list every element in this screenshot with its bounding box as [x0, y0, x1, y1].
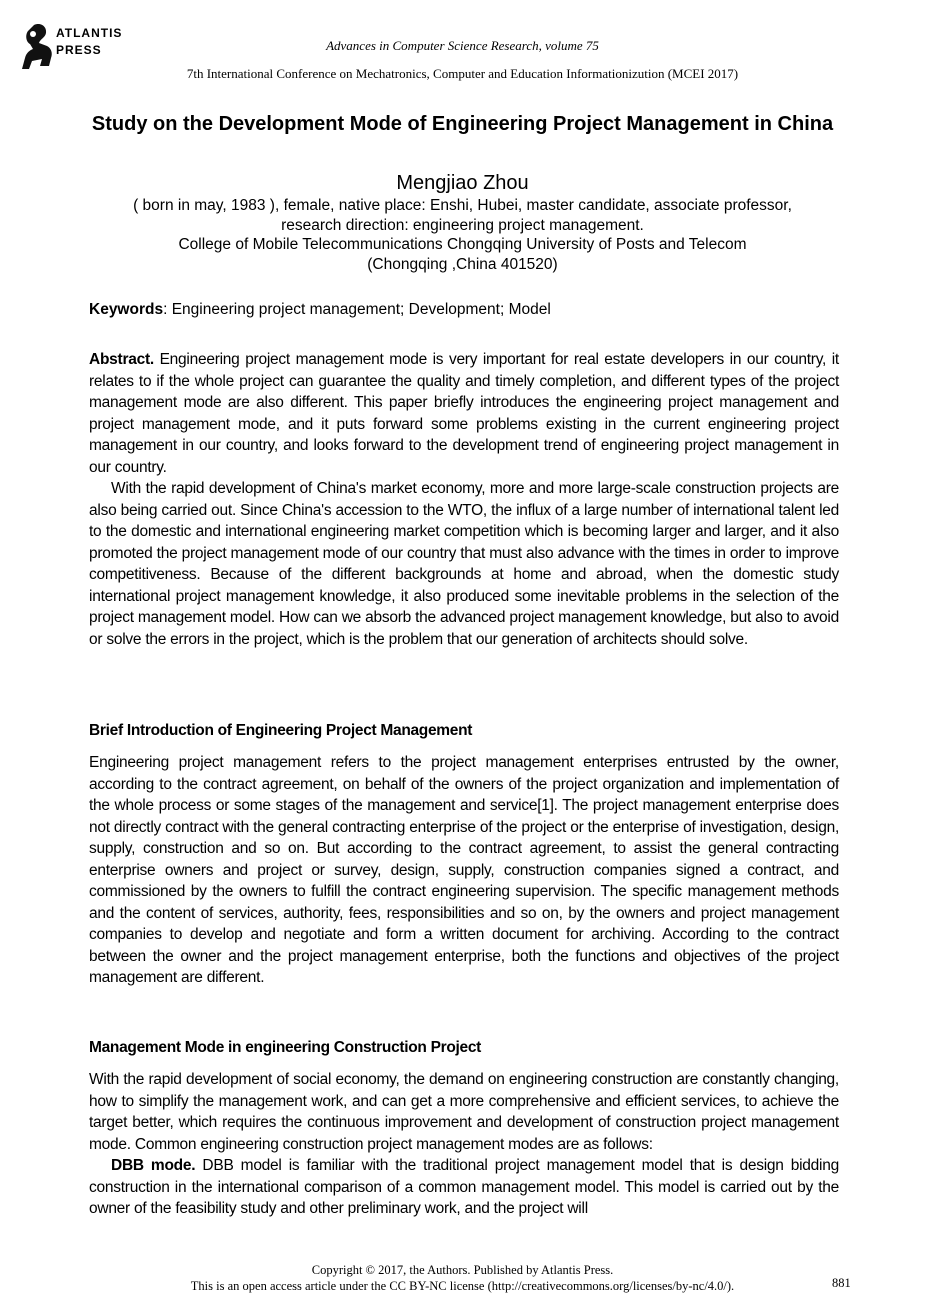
affiliation-line: ( born in may, 1983 ), female, native place: Enshi, Hubei, master candidate, associate professor, [133, 197, 792, 214]
section-body [89, 1069, 839, 1220]
author-name: Mengjiao Zhou [396, 172, 529, 194]
abstract-paragraph: Abstract. Engineering project management mode is very important for real estate developers in our country, it relates to if the whole project can guarantee the quality and timely completion, and different types of the project management mode are also different. This paper briefly introduces the engineering project management and project management mode, and it puts forward some problems existing in the current engineering project management in our country, and looks forward to the development trend of engineering project management in our country. [89, 351, 839, 476]
keywords [89, 301, 839, 319]
section-body [89, 752, 839, 989]
copyright-footer [0, 1262, 925, 1294]
affiliation-line: (Chongqing ,China 401520) [367, 255, 558, 273]
affiliation-line: College of Mobile Telecommunications Chongqing University of Posts and Telecom [178, 236, 747, 253]
dbb-paragraph: DBB mode. DBB model is familiar with the traditional project management model that is design bidding construction in the international comparison of a common management model. This model is carried out by the owner of the feasibility study and other preliminary work, and the project will [89, 1157, 839, 1217]
abstract [89, 349, 839, 650]
section-paragraph: With the rapid development of social economy, the demand on engineering construction are constantly changing, how to simplify the management work, and can get a more comprehensive and efficient services, to achieve the target better, which requires the continuous improvement and development of construction project management mode. Common engineering construction project management modes are as follows: [89, 1071, 839, 1153]
page-number: 881 [832, 1276, 851, 1290]
license-line: This is an open access article under the CC BY-NC license (http://creativecommons.org/licenses/by-nc/4.0/). [190, 1279, 735, 1293]
dbb-label: DBB mode. [111, 1157, 196, 1174]
abstract-label: Abstract. [89, 351, 154, 368]
affiliation-line: research direction: engineering project management. [281, 216, 644, 234]
author-affiliation [80, 196, 845, 274]
keywords-text: : Engineering project management; Development; Model [163, 301, 551, 318]
keywords-label: Keywords [89, 301, 164, 318]
logo-line2: PRESS [56, 43, 102, 57]
conference-header: 7th International Conference on Mechatronics, Computer and Education Informationizution (MCEI 2017) [186, 66, 739, 81]
logo-line1: ATLANTIS [56, 26, 123, 40]
section-paragraph: Engineering project management refers to the project management enterprises entrusted by the owner, according to the contract agreement, on behalf of the owners of the project organization and implementation of the whole process or some stages of the management and service[1]. The project management enterprise does not directly contract with the general contracting enterprise of the project or the enterprise of investigation, design, supply, construction and so on. But according to the contract agreement, to assist the general contracting enterprise owners and project or survey, design, supply, construction companies signed a contract, and commissioned by the owners to fulfill the contract engineering supervision. The specific management methods and the content of services, authority, fees, responsibilities and so on, by the owners and project management companies to develop and negotiate and form a written document for archiving. According to the contract between the owner and the project management enterprise, both the functions and objectives of the project management are different. [89, 754, 839, 986]
paper-title: Study on the Development Mode of Engineering Project Management in China [91, 113, 834, 135]
journal-header: Advances in Computer Science Research, volume 75 [326, 38, 599, 53]
section-heading: Management Mode in engineering Construction Project [89, 1039, 482, 1056]
section-heading: Brief Introduction of Engineering Project Management [89, 722, 473, 739]
copyright-line: Copyright © 2017, the Authors. Published by Atlantis Press. [311, 1263, 614, 1277]
intro-paragraph: With the rapid development of China's market economy, more and more large-scale construction projects are also being carried out. Since China's accession to the WTO, the influx of a large number of international talent led to the domestic and international engineering market competition which is becoming larger and larger, and it also promoted the project management mode of our country that must also advance with the times in order to improve competitiveness. Because of the different backgrounds at home and abroad, when the domestic study international project management knowledge, it also produced some inevitable problems in the selection of the project management model. How can we absorb the advanced project management knowledge, but also to avoid or solve the errors in the project, which is the problem that our generation of architects should solve. [89, 480, 839, 648]
